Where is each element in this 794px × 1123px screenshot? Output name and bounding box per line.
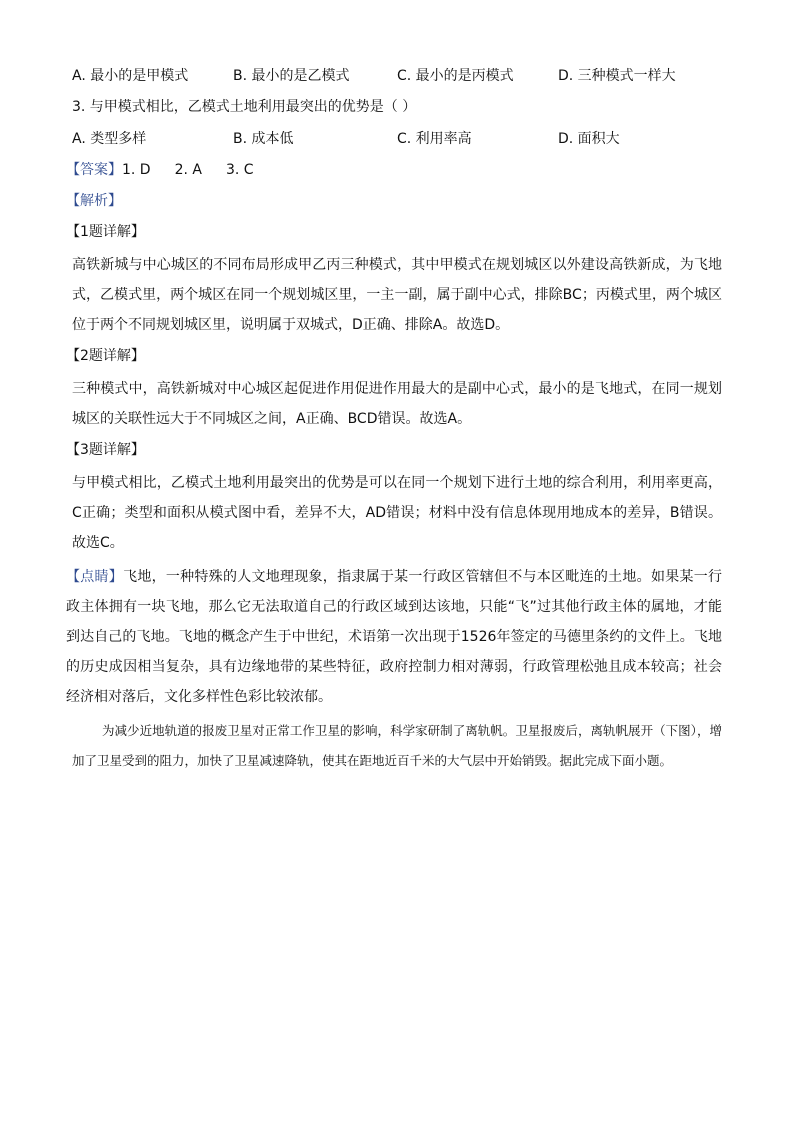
detail2-text: 三种模式中，高铁新城对中心城区起促进作用促进作用最大的是副中心式，最小的是飞地式，在同一规划城区的关联性远大于不同城区之间，A正确、BCD错误。故选A。	[72, 381, 722, 427]
q2-option-d: D. 三种模式一样大	[558, 68, 676, 84]
material-paragraph: 为减少近地轨道的报废卫星对正常工作卫星的影响，科学家研制了离轨帆。卫星报废后，离轨帆展开（下图），增加了卫星受到的阻力，加快了卫星减速降轨，使其在距地近百千米的大气层中开始销毁。据此完成下面小题。	[72, 723, 722, 768]
q3-stem: 3. 与甲模式相比，乙模式土地利用最突出的优势是（ ）	[72, 99, 417, 115]
dianjing-tag: 【点睛】	[66, 569, 124, 585]
q2-option-c: C. 最小的是丙模式	[397, 68, 514, 84]
answer-item-3: 3. C	[225, 162, 254, 178]
q3-option-b: B. 成本低	[233, 131, 294, 147]
answer-item-2: 2. A	[174, 162, 202, 178]
answer-tag: 【答案】	[66, 162, 122, 178]
detail2-tag: 【2题详解】	[66, 348, 145, 364]
analysis-tag: 【解析】	[66, 193, 122, 209]
detail3-text: 与甲模式相比，乙模式土地利用最突出的优势是可以在同一个规划下进行土地的综合利用，利用率更高，C正确；类型和面积从模式图中看，差异不大，AD错误；材料中没有信息体现用地成本的差异，B错误。故选C。	[72, 475, 722, 551]
detail1-text: 高铁新城与中心城区的不同布局形成甲乙丙三种模式，其中甲模式在规划城区以外建设高铁新成，为飞地式，乙模式里，两个城区在同一个规划城区里，一主一副，属于副中心式，排除BC；丙模式里，两个城区位于两个不同规划城区里，说明属于双城式，D正确、排除A。故选D。	[72, 257, 722, 333]
detail1-tag: 【1题详解】	[66, 224, 145, 240]
q3-option-c: C. 利用率高	[397, 131, 472, 147]
answer-line	[66, 160, 716, 180]
answer-item-1: 1. D	[122, 162, 151, 178]
q2-option-b: B. 最小的是乙模式	[233, 68, 350, 84]
q3-option-d: D. 面积大	[558, 131, 620, 147]
dianjing-text: 飞地，一种特殊的人文地理现象，指隶属于某一行政区管辖但不与本区毗连的土地。如果某一行政主体拥有一块飞地，那么它无法取道自己的行政区域到达该地，只能“飞”过其他行政主体的属地，才能到达自己的飞地。飞地的概念产生于中世纪，术语第一次出现于1526年签定的马德里条约的文件上。飞地的历史成因相当复杂，具有边缘地带的某些特征，政府控制力相对薄弱，行政管理松弛且成本较高；社会经济相对落后，文化多样性色彩比较浓郁。	[66, 569, 723, 705]
dianjing-paragraph	[66, 562, 722, 712]
q2-option-a: A. 最小的是甲模式	[72, 68, 189, 84]
q3-option-a: A. 类型多样	[72, 131, 147, 147]
detail3-tag: 【3题详解】	[66, 442, 145, 458]
